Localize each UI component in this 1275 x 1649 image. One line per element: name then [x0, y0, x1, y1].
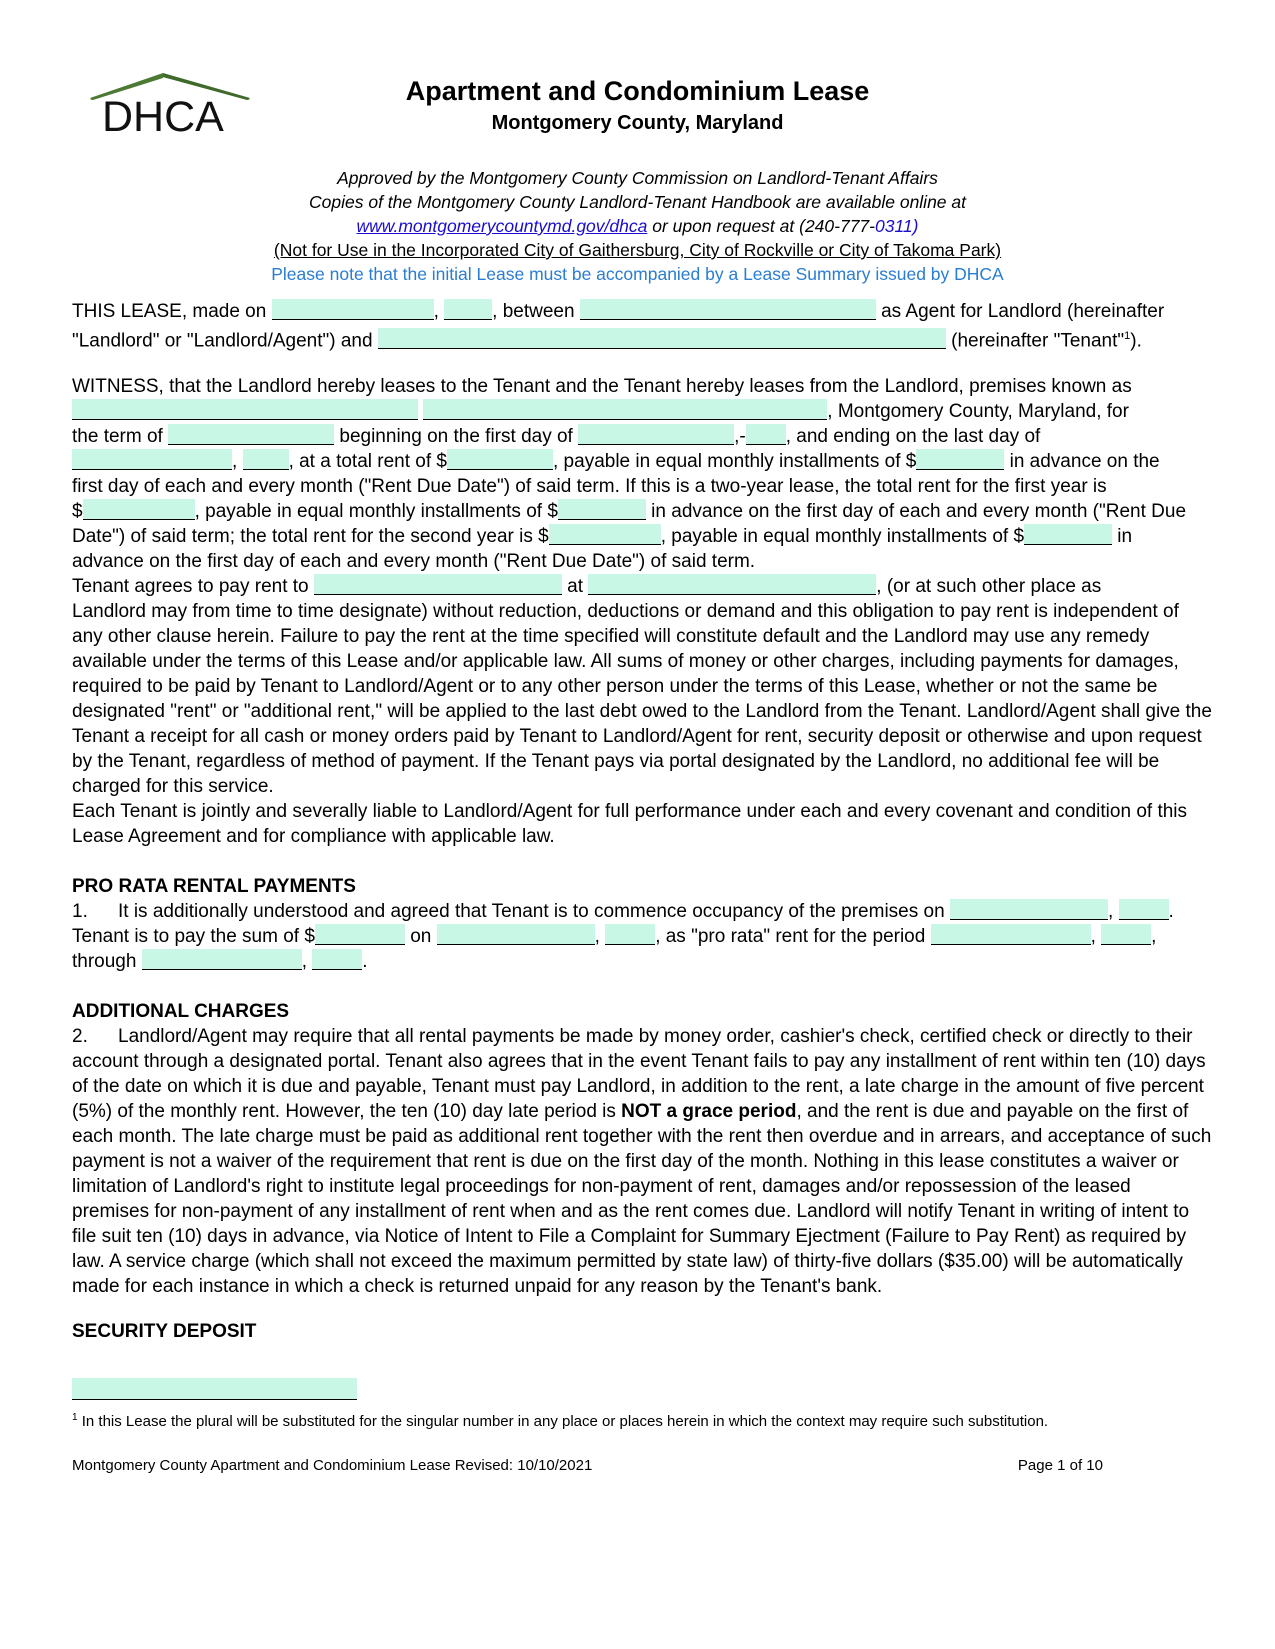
document-subtitle: Montgomery County, Maryland: [491, 112, 784, 134]
monthly-installment-field[interactable]: [916, 449, 1004, 470]
request-text: or upon request at (240-777-: [647, 216, 875, 236]
agent-name-field[interactable]: [580, 299, 876, 320]
witness-line-2: , Montgomery County, Maryland, for: [72, 399, 1129, 424]
premises-address-field[interactable]: [72, 399, 418, 420]
start-month-field[interactable]: [578, 424, 734, 445]
pro-rata-through-date-field[interactable]: [142, 949, 302, 970]
total-rent-field[interactable]: [447, 449, 553, 470]
rent-terms-paragraph: Landlord may from time to time designate) without reduction, deductions or demand and this obligation to pay rent is independent of any other clause herein. Failure to pay the rent at the time specified will constitute default and the Landlord may use any remedy available under the terms of this Lease and/or applicable law. All sums of money or other charges, including payments for damages, required to be paid by Tenant to Landlord/Agent or to any other person under the terms of this Lease, whether or not the same be designated "rent" or "additional rent," will be applied to the last debt owed to the Landlord from the Tenant. Landlord/Agent shall give the Tenant a receipt for all cash or money orders paid by Tenant to Landlord/Agent for rent, security deposit or otherwise and upon request by the Tenant, regardless of method of payment. If the Tenant pays via portal designated by the Landlord, no additional fee will be charged for this service.: [72, 601, 1212, 797]
start-year-field[interactable]: [746, 424, 786, 445]
witness-line-4: , , at a total rent of $ , payable in equal monthly installments of $ in advance on the: [72, 449, 1160, 474]
year1-total-rent-field[interactable]: [83, 499, 195, 520]
lease-intro-line-2: "Landlord" or "Landlord/Agent") and (hereinafter "Tenant"$^1$).: [72, 330, 1142, 352]
tenant-name-field[interactable]: [378, 328, 946, 349]
witness-line-9: Tenant agrees to pay rent to at , (or at such other place as: [72, 576, 1102, 597]
pay-rent-at-field[interactable]: [588, 574, 876, 595]
witness-line-7: Date") of said term; the total rent for the second year is $ , payable in equal monthly installments of $ in: [72, 526, 1133, 547]
pro-rata-sum-field[interactable]: [315, 924, 405, 945]
pro-rata-pay-year-field[interactable]: [605, 924, 655, 945]
handbook-note: Copies of the Montgomery County Landlord-Tenant Handbook are available online at: [309, 192, 966, 212]
lease-date-field[interactable]: [272, 299, 434, 320]
lease-term-field[interactable]: [168, 424, 334, 445]
exclusion-note: (Not for Use in the Incorporated City of Gaithersburg, City of Rockville or City of Takoma Park): [273, 240, 1002, 260]
pro-rata-line-2: Tenant is to pay the sum of $ on , , as "pro rata" rent for the period , ,: [72, 926, 1157, 947]
witness-line-3: the term of beginning on the first day of ,- , and ending on the last day of: [72, 426, 1041, 447]
pro-rata-period-start-year-field[interactable]: [1101, 924, 1151, 945]
footnote: $^1$ In this Lease the plural will be substituted for the singular number in any place or places herein in which the context may require such substitution.: [72, 1412, 1049, 1430]
logo-text: DHCA: [102, 93, 224, 141]
footnote-separator[interactable]: [72, 1378, 357, 1400]
dhca-website-link[interactable]: www.montgomerycountymd.gov/dhca: [356, 216, 648, 236]
pro-rata-through-year-field[interactable]: [312, 949, 362, 970]
witness-line-5: first day of each and every month ("Rent Due Date") of said term. If this is a two-year lease, the total rent for the first year is: [72, 476, 1107, 497]
pro-rata-line-3: through , .: [72, 951, 368, 972]
pro-rata-pay-date-field[interactable]: [437, 924, 595, 945]
document-title: Apartment and Condominium Lease: [405, 76, 870, 106]
handbook-link-line: [0, 214, 1275, 238]
lease-intro-line-1: THIS LEASE, made on , , between as Agent for Landlord (hereinafter: [72, 301, 1165, 322]
security-deposit-heading: SECURITY DEPOSIT: [72, 1321, 257, 1342]
premises-unit-field[interactable]: [423, 399, 827, 420]
phone-number: 0311): [875, 216, 919, 236]
year1-installment-field[interactable]: [558, 499, 646, 520]
joint-liability-paragraph: Each Tenant is jointly and severally liable to Landlord/Agent for full performance under each and every covenant and condition of this Lease Agreement and for compliance with applicable law.: [72, 801, 1188, 847]
end-month-field[interactable]: [72, 449, 232, 470]
additional-charges-heading: ADDITIONAL CHARGES: [72, 1001, 290, 1022]
year2-total-rent-field[interactable]: [549, 524, 661, 545]
witness-line-1: WITNESS, that the Landlord hereby leases to the Tenant and the Tenant hereby leases from the Landlord, premises known as: [72, 376, 1132, 397]
witness-line-6: $ , payable in equal monthly installments of $ in advance on the first day of each and every month ("Rent Due: [72, 501, 1187, 522]
footer-page-number: Page 1 of 10: [1017, 1457, 1103, 1474]
occupancy-date-field[interactable]: [950, 899, 1108, 920]
pro-rata-period-start-field[interactable]: [931, 924, 1091, 945]
lease-summary-note: Please note that the initial Lease must be accompanied by a Lease Summary issued by DHCA: [271, 264, 1004, 284]
additional-charges-paragraph: 2. Landlord/Agent may require that all rental payments be made by money order, cashier's check, certified check or directly to their account through a designated portal. Tenant also agrees that in the event Tenant fails to pay any installment of rent within ten (10) days of the date on which it is due and payable, Tenant must pay Landlord, in addition to the rent, a late charge in the amount of five percent (5%) of the monthly rent. However, the ten (10) day late period is NOT a grace period, and the rent is due and payable on the first of each month. The late charge must be paid as additional rent together with the rent then overdue and in arrears, and acceptance of such payment is not a waiver of the requirement that rent is due on the first day of the month. Nothing in this lease constitutes a waiver or limitation of Landlord's right to institute legal proceedings for non-payment of rent, damages and/or repossession of the leased premises for non-payment of any installment of rent when and as the rent comes due. Landlord will notify Tenant in writing of intent to file suit ten (10) days in advance, via Notice of Intent to File a Complaint for Summary Ejectment (Failure to Pay Rent) as required by law. A service charge (which shall not exceed the maximum permitted by state law) of thirty-five dollars ($35.00) will be automatically made for each instance in which a check is returned unpaid for any reason by the Tenant's bank.: [72, 1026, 1212, 1297]
witness-line-8: advance on the first day of each and every month ("Rent Due Date") of said term.: [72, 551, 756, 572]
approval-note: Approved by the Montgomery County Commission on Landlord-Tenant Affairs: [337, 168, 938, 188]
end-year-field[interactable]: [243, 449, 289, 470]
footer-revision: Montgomery County Apartment and Condominium Lease Revised: 10/10/2021: [72, 1457, 593, 1474]
year2-installment-field[interactable]: [1024, 524, 1112, 545]
lease-year-field[interactable]: [444, 299, 492, 320]
pro-rata-heading: PRO RATA RENTAL PAYMENTS: [72, 876, 356, 897]
pay-rent-to-field[interactable]: [314, 574, 562, 595]
occupancy-year-field[interactable]: [1119, 899, 1169, 920]
pro-rata-line-1: 1. It is additionally understood and agreed that Tenant is to commence occupancy of the premises on , .: [72, 901, 1174, 922]
